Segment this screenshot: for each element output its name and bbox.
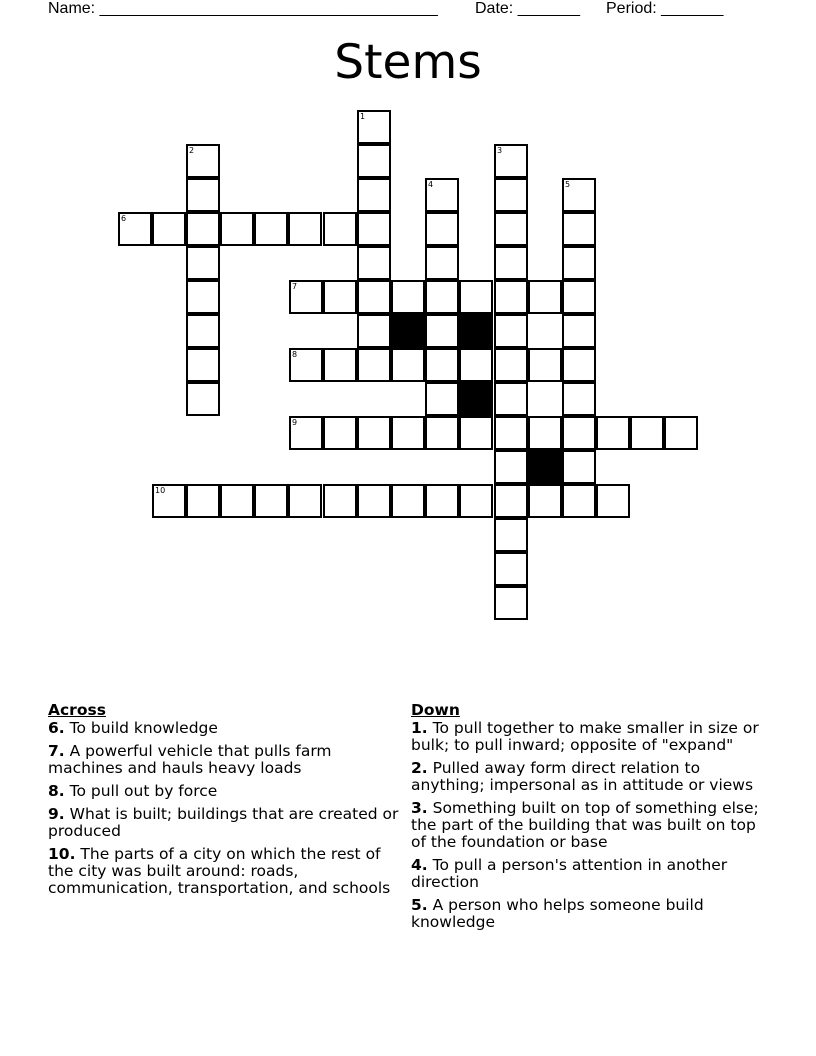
clue-number: 6. bbox=[48, 719, 65, 737]
grid-cell[interactable] bbox=[494, 246, 528, 280]
grid-cell[interactable] bbox=[562, 212, 596, 246]
down-clue-1 bbox=[411, 720, 769, 754]
grid-cell[interactable] bbox=[186, 382, 220, 416]
grid-cell[interactable] bbox=[254, 212, 288, 246]
cell-number: 1 bbox=[360, 112, 366, 121]
grid-cell[interactable] bbox=[528, 280, 562, 314]
clue-number: 1. bbox=[411, 719, 428, 737]
grid-cell[interactable] bbox=[494, 450, 528, 484]
numbered-cell-1[interactable] bbox=[357, 110, 391, 144]
grid-cell[interactable] bbox=[494, 484, 528, 518]
clue-text: What is built; buildings that are created or produced bbox=[48, 805, 399, 840]
grid-cell[interactable] bbox=[323, 212, 357, 246]
down-clue-2 bbox=[411, 760, 769, 794]
numbered-cell-7[interactable] bbox=[289, 280, 323, 314]
clue-number: 9. bbox=[48, 805, 65, 823]
grid-cell[interactable] bbox=[459, 484, 493, 518]
puzzle-title: Stems bbox=[334, 35, 482, 90]
clue-text: A person who helps someone build knowledge bbox=[411, 896, 704, 931]
grid-cell[interactable] bbox=[186, 280, 220, 314]
grid-cell[interactable] bbox=[562, 246, 596, 280]
grid-cell[interactable] bbox=[323, 348, 357, 382]
cell-number: 6 bbox=[121, 214, 127, 223]
cell-number: 9 bbox=[292, 418, 298, 427]
cell-number: 10 bbox=[155, 486, 166, 495]
across-clue-10 bbox=[48, 846, 404, 897]
grid-cell[interactable] bbox=[391, 416, 425, 450]
grid-cell[interactable] bbox=[220, 484, 254, 518]
grid-cell[interactable] bbox=[425, 348, 459, 382]
down-heading: Down bbox=[411, 701, 460, 719]
grid-cell[interactable] bbox=[186, 246, 220, 280]
across-clue-7 bbox=[48, 743, 404, 777]
clue-text: To pull a person's attention in another direction bbox=[411, 856, 728, 891]
cell-number: 8 bbox=[292, 350, 298, 359]
grid-cell[interactable] bbox=[425, 280, 459, 314]
numbered-cell-6[interactable] bbox=[118, 212, 152, 246]
grid-cell[interactable] bbox=[596, 484, 630, 518]
grid-cell[interactable] bbox=[357, 416, 391, 450]
grid-cell[interactable] bbox=[391, 280, 425, 314]
grid-cell[interactable] bbox=[357, 178, 391, 212]
grid-cell[interactable] bbox=[391, 348, 425, 382]
cell-number: 2 bbox=[189, 146, 195, 155]
grid-cell[interactable] bbox=[323, 484, 357, 518]
numbered-cell-5[interactable] bbox=[562, 178, 596, 212]
grid-cell[interactable] bbox=[630, 416, 664, 450]
period-field[interactable]: Period: _______ bbox=[606, 0, 724, 17]
grid-cell[interactable] bbox=[494, 518, 528, 552]
grid-cell[interactable] bbox=[459, 348, 493, 382]
clue-text: Something built on top of something else; the part of the building that was built on top of the foundation or base bbox=[411, 799, 759, 851]
numbered-cell-3[interactable] bbox=[494, 144, 528, 178]
grid-cell[interactable] bbox=[425, 314, 459, 348]
clue-text: To pull out by force bbox=[64, 782, 218, 800]
grid-cell[interactable] bbox=[562, 416, 596, 450]
grid-cell[interactable] bbox=[494, 178, 528, 212]
grid-cell[interactable] bbox=[288, 484, 322, 518]
grid-cell[interactable] bbox=[562, 314, 596, 348]
grid-cell[interactable] bbox=[562, 348, 596, 382]
grid-cell[interactable] bbox=[391, 484, 425, 518]
numbered-cell-2[interactable] bbox=[186, 144, 220, 178]
clue-text: The parts of a city on which the rest of the city was built around: roads, communication, transportation, and schools bbox=[48, 845, 391, 897]
grid-cell[interactable] bbox=[186, 484, 220, 518]
date-field[interactable]: Date: _______ bbox=[475, 0, 580, 17]
cell-number: 4 bbox=[428, 180, 434, 189]
clue-text: To build knowledge bbox=[64, 719, 218, 737]
clue-text: A powerful vehicle that pulls farm machines and hauls heavy loads bbox=[48, 742, 332, 777]
clue-number: 2. bbox=[411, 759, 428, 777]
grid-cell[interactable] bbox=[494, 348, 528, 382]
grid-cell[interactable] bbox=[357, 484, 391, 518]
grid-cell[interactable] bbox=[494, 552, 528, 586]
across-clues bbox=[48, 702, 404, 903]
grid-cell[interactable] bbox=[152, 212, 186, 246]
cell-number: 5 bbox=[565, 180, 571, 189]
block-cell bbox=[459, 382, 493, 416]
cell-number: 3 bbox=[497, 146, 503, 155]
grid-cell[interactable] bbox=[186, 178, 220, 212]
grid-cell[interactable] bbox=[494, 416, 528, 450]
numbered-cell-4[interactable] bbox=[425, 178, 459, 212]
grid-cell[interactable] bbox=[357, 348, 391, 382]
grid-cell[interactable] bbox=[323, 416, 357, 450]
grid-cell[interactable] bbox=[425, 484, 459, 518]
down-clue-4 bbox=[411, 857, 769, 891]
block-cell bbox=[528, 450, 562, 484]
clue-number: 4. bbox=[411, 856, 428, 874]
clue-text: Pulled away form direct relation to anything; impersonal as in attitude or views bbox=[411, 759, 754, 794]
grid-cell[interactable] bbox=[186, 348, 220, 382]
grid-cell[interactable] bbox=[528, 416, 562, 450]
numbered-cell-8[interactable] bbox=[289, 348, 323, 382]
grid-cell[interactable] bbox=[562, 484, 596, 518]
grid-cell[interactable] bbox=[528, 484, 562, 518]
grid-cell[interactable] bbox=[459, 416, 493, 450]
grid-cell[interactable] bbox=[186, 212, 220, 246]
grid-cell[interactable] bbox=[357, 212, 391, 246]
clue-number: 5. bbox=[411, 896, 428, 914]
block-cell bbox=[391, 314, 425, 348]
clue-number: 7. bbox=[48, 742, 65, 760]
across-clue-8 bbox=[48, 783, 404, 800]
grid-cell[interactable] bbox=[323, 280, 357, 314]
grid-cell[interactable] bbox=[494, 586, 528, 620]
grid-cell[interactable] bbox=[425, 246, 459, 280]
grid-cell[interactable] bbox=[528, 348, 562, 382]
clue-number: 10. bbox=[48, 845, 76, 863]
grid-cell[interactable] bbox=[186, 314, 220, 348]
grid-cell[interactable] bbox=[596, 416, 630, 450]
grid-cell[interactable] bbox=[220, 212, 254, 246]
grid-cell[interactable] bbox=[425, 416, 459, 450]
grid-cell[interactable] bbox=[459, 280, 493, 314]
grid-cell[interactable] bbox=[562, 280, 596, 314]
grid-cell[interactable] bbox=[288, 212, 322, 246]
down-clues bbox=[411, 702, 769, 937]
across-clue-6 bbox=[48, 720, 404, 737]
grid-cell[interactable] bbox=[494, 382, 528, 416]
clue-text: To pull together to make smaller in size or bulk; to pull inward; opposite of "expand" bbox=[411, 719, 759, 754]
down-clue-3 bbox=[411, 800, 769, 851]
grid-cell[interactable] bbox=[357, 280, 391, 314]
grid-cell[interactable] bbox=[494, 280, 528, 314]
numbered-cell-9[interactable] bbox=[289, 416, 323, 450]
grid-cell[interactable] bbox=[664, 416, 698, 450]
grid-cell[interactable] bbox=[425, 212, 459, 246]
grid-cell[interactable] bbox=[357, 314, 391, 348]
grid-cell[interactable] bbox=[562, 450, 596, 484]
grid-cell[interactable] bbox=[357, 246, 391, 280]
name-field[interactable]: Name: ______________________________________ bbox=[48, 0, 438, 17]
numbered-cell-10[interactable] bbox=[152, 484, 186, 518]
grid-cell[interactable] bbox=[494, 212, 528, 246]
cell-number: 7 bbox=[292, 282, 298, 291]
down-clue-5 bbox=[411, 897, 769, 931]
across-heading: Across bbox=[48, 701, 106, 719]
grid-cell[interactable] bbox=[357, 144, 391, 178]
block-cell bbox=[459, 314, 493, 348]
grid-cell[interactable] bbox=[494, 314, 528, 348]
grid-cell[interactable] bbox=[562, 382, 596, 416]
grid-cell[interactable] bbox=[254, 484, 288, 518]
grid-cell[interactable] bbox=[425, 382, 459, 416]
clue-number: 8. bbox=[48, 782, 65, 800]
clue-number: 3. bbox=[411, 799, 428, 817]
across-clue-9 bbox=[48, 806, 404, 840]
